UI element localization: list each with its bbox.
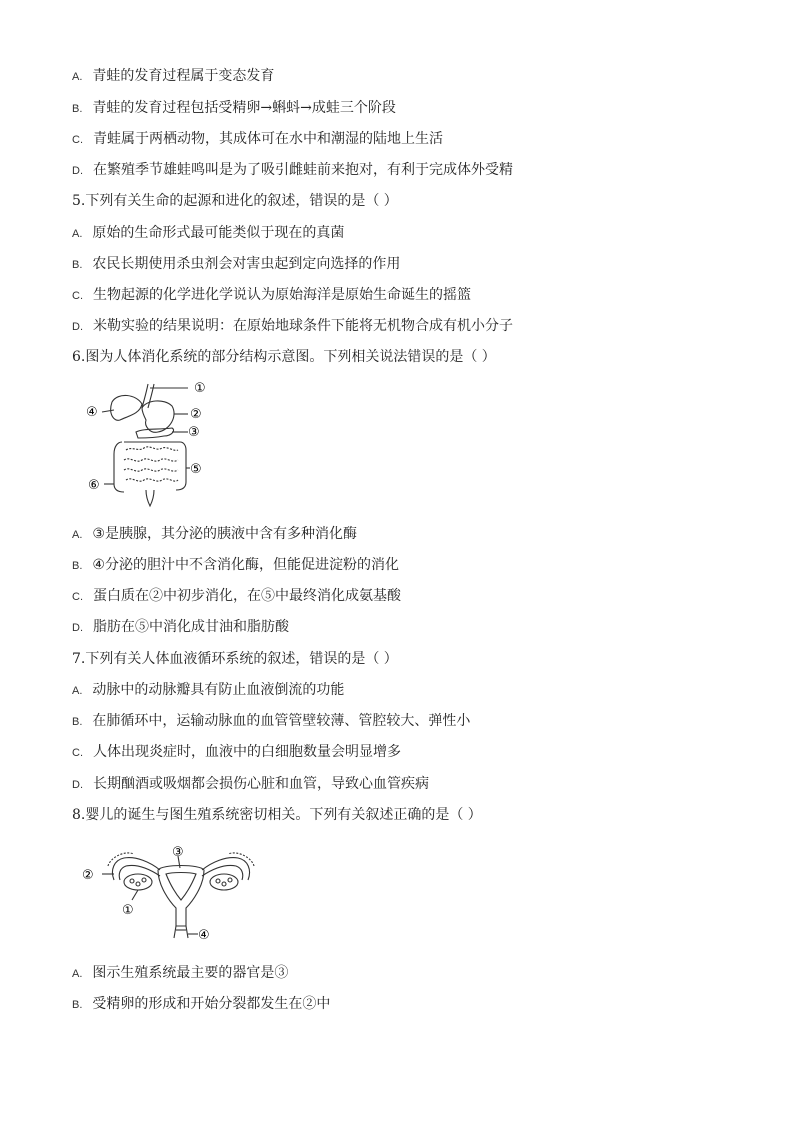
female-reproductive-diagram [80, 842, 280, 946]
q5-option-b: B. 农民长期使用杀虫剂会对害虫起到定向选择的作用 [72, 256, 401, 272]
digestive-system-figure [84, 380, 214, 510]
q7-stem: 7.下列有关人体血液循环系统的叙述，错误的是（ ） [72, 651, 398, 667]
q6-option-d: D. 脂肪在⑤中消化成甘油和脂肪酸 [72, 619, 289, 635]
fig6-label-6: ⑥ [88, 478, 100, 493]
fig8-label-3: ③ [172, 845, 184, 860]
q5-stem: 5.下列有关生命的起源和进化的叙述，错误的是（ ） [72, 193, 398, 209]
fig6-label-1: ① [194, 381, 206, 396]
digestive-system-diagram [84, 380, 214, 510]
q8-stem: 8.婴儿的诞生与图生殖系统密切相关。下列有关叙述正确的是（ ） [72, 807, 482, 823]
q5-option-d: D. 米勒实验的结果说明：在原始地球条件下能将无机物合成有机小分子 [72, 318, 513, 334]
fig6-label-5: ⑤ [190, 462, 202, 477]
fig6-label-2: ② [190, 407, 202, 422]
q6-option-a: A. ③是胰腺，其分泌的胰液中含有多种消化酶 [72, 526, 357, 542]
q7-option-d: D. 长期酗酒或吸烟都会损伤心脏和血管，导致心血管疾病 [72, 776, 429, 792]
q6-option-c: C. 蛋白质在②中初步消化，在⑤中最终消化成氨基酸 [72, 588, 401, 604]
q8-option-a: A. 图示生殖系统最主要的器官是③ [72, 965, 289, 981]
q5-option-a: A. 原始的生命形式最可能类似于现在的真菌 [72, 225, 345, 241]
q8-option-b: B. 受精卵的形成和开始分裂都发生在②中 [72, 996, 331, 1012]
fig8-label-1: ① [122, 903, 134, 918]
q7-option-a: A. 动脉中的动脉瓣具有防止血液倒流的功能 [72, 682, 345, 698]
q4-option-b: B. 青蛙的发育过程包括受精卵→蝌蚪→成蛙三个阶段 [72, 100, 396, 116]
fig8-label-2: ② [82, 868, 94, 883]
q6-option-b: B. ④分泌的胆汁中不含消化酶，但能促进淀粉的消化 [72, 557, 399, 573]
female-reproductive-figure [80, 842, 280, 946]
q7-option-c: C. 人体出现炎症时，血液中的白细胞数量会明显增多 [72, 744, 401, 760]
fig6-label-3: ③ [188, 425, 200, 440]
fig8-label-4: ④ [198, 928, 210, 943]
q7-option-b: B. 在肺循环中，运输动脉血的血管管壁较薄、管腔较大、弹性小 [72, 713, 471, 729]
fig6-label-4: ④ [86, 405, 98, 420]
q4-option-a: A. 青蛙的发育过程属于变态发育 [72, 68, 275, 84]
q6-stem: 6.图为人体消化系统的部分结构示意图。下列相关说法错误的是（ ） [72, 349, 496, 365]
q4-option-d: D. 在繁殖季节雄蛙鸣叫是为了吸引雌蛙前来抱对，有利于完成体外受精 [72, 162, 513, 178]
q4-option-c: C. 青蛙属于两栖动物，其成体可在水中和潮湿的陆地上生活 [72, 131, 443, 147]
q5-option-c: C. 生物起源的化学进化学说认为原始海洋是原始生命诞生的摇篮 [72, 287, 471, 303]
